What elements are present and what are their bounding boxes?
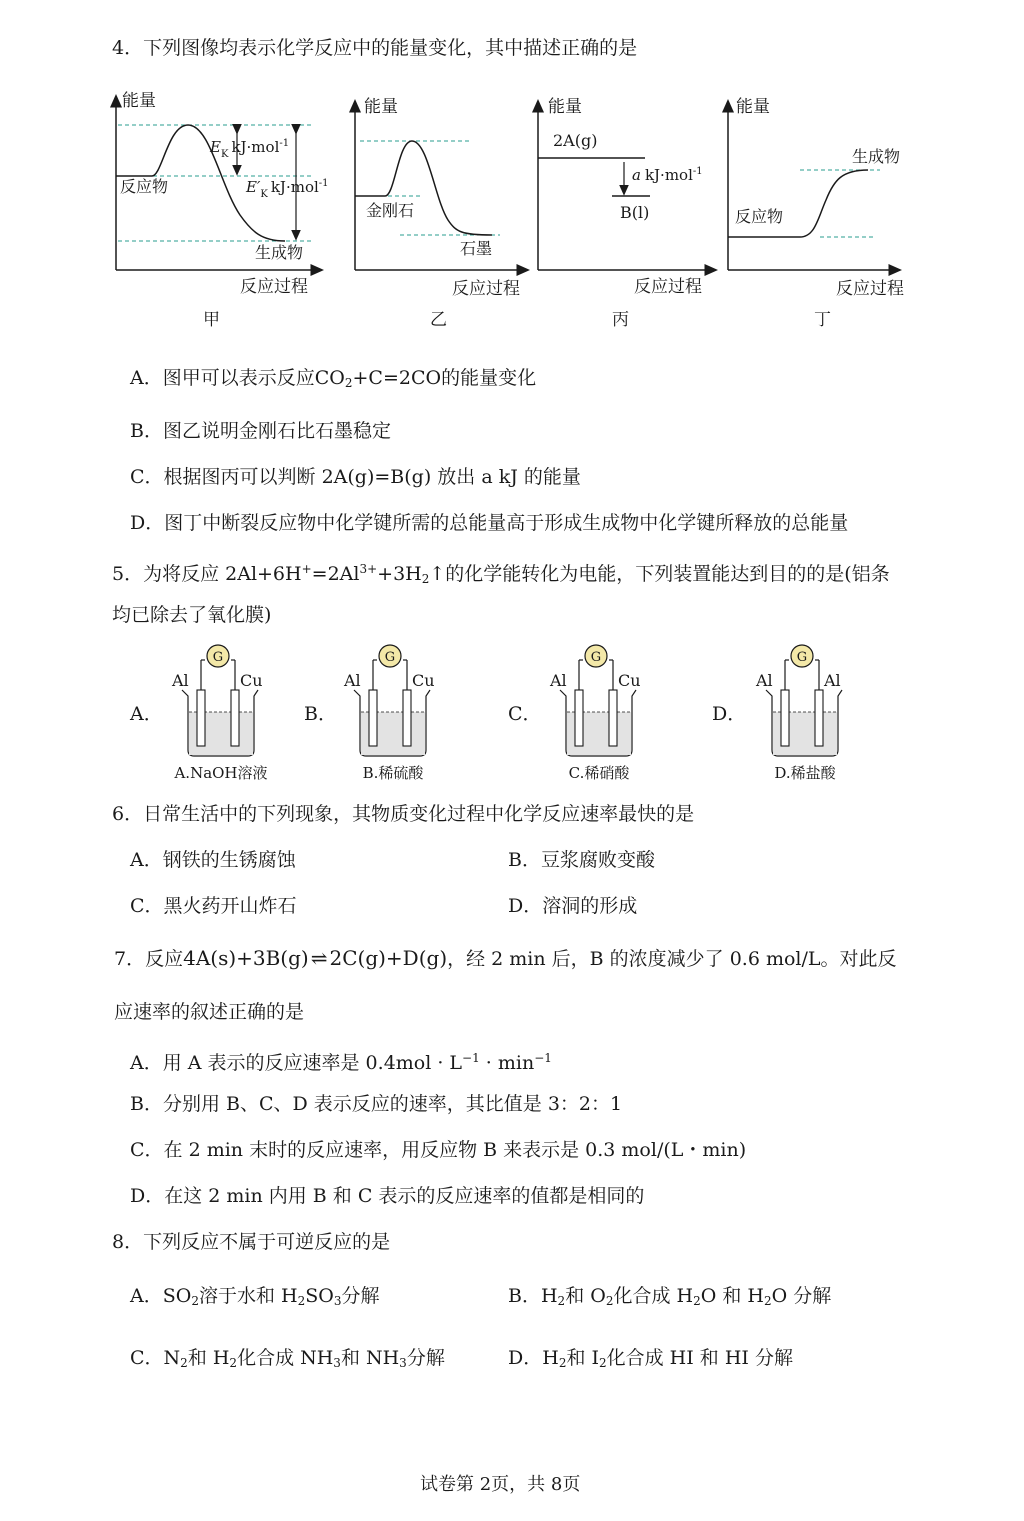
- graph-bing-top: 2A(g): [553, 131, 598, 150]
- q7-equation-arrow: ⇌: [310, 946, 328, 970]
- q7-equation-right: 2C(g)+D(g): [329, 946, 448, 970]
- q7-option-a[interactable]: [130, 1046, 552, 1075]
- q5-option-b[interactable]: B．: [304, 703, 337, 725]
- q8-d-part: 和 I: [566, 1347, 599, 1369]
- electrode-left: [575, 690, 583, 746]
- q8-b-part: 化合成 H: [613, 1285, 694, 1307]
- graph-jia: [116, 91, 329, 330]
- q4-option-a-formula2: +C=2CO: [352, 367, 442, 389]
- electrode-right: [609, 690, 617, 746]
- q8-b-sub: 2: [693, 1294, 701, 1308]
- q7-option-a-text: · min: [479, 1052, 535, 1074]
- electrode-right: [231, 690, 239, 746]
- q7-option-a-text: A．用 A 表示的反应速率是 0.4mol · L: [130, 1052, 463, 1074]
- q8-c-sub: 2: [229, 1356, 238, 1370]
- q7-option-d[interactable]: D．在这 2 min 内用 B 和 C 表示的反应速率的值都是相同的: [130, 1185, 645, 1207]
- electrode-left: [197, 690, 205, 746]
- galvanometer-label: G: [212, 650, 224, 665]
- graph-ding-x-label: 反应过程: [836, 279, 904, 299]
- electrode-right: [815, 690, 823, 746]
- q8-d-sub: 2: [599, 1356, 607, 1370]
- q7-option-b[interactable]: B．分别用 B、C、D 表示反应的速率，其比值是 3：2：1: [130, 1093, 623, 1115]
- electrode-right-label: Cu: [618, 671, 641, 690]
- q4-option-c[interactable]: C．根据图丙可以判断 2A(g)=B(g) 放出 a kJ 的能量: [130, 466, 581, 488]
- q6-option-d[interactable]: D．溶洞的形成: [508, 895, 638, 917]
- q8-option-c[interactable]: [130, 1346, 445, 1375]
- q6-option-b[interactable]: B．豆浆腐败变酸: [508, 849, 655, 871]
- graph-ding-caption: 丁: [814, 310, 831, 330]
- q8-c-part: 和 H: [187, 1347, 230, 1369]
- q8-b-part: O 分解: [771, 1285, 832, 1307]
- graph-jia-reactant: 反应物: [120, 177, 169, 196]
- q7-stem: [114, 946, 897, 971]
- q5-stem-line2: 均已除去了氧化膜): [112, 604, 272, 626]
- graph-jia-y-label: 能量: [122, 91, 156, 111]
- q8-a-sub: 3: [333, 1294, 342, 1308]
- q5-stem-part: +3H: [377, 563, 422, 585]
- q5-device-c: [546, 640, 676, 790]
- q5-option-a[interactable]: A．: [130, 703, 163, 725]
- q8-c-part: 和 NH: [340, 1347, 400, 1369]
- q6-stem: 6．日常生活中的下列现象，其物质变化过程中化学反应速率最快的是: [112, 803, 695, 825]
- q4-stem: 4．下列图像均表示化学反应中的能量变化，其中描述正确的是: [112, 37, 638, 59]
- q8-b-sub: 2: [605, 1294, 614, 1308]
- graph-ding: [728, 97, 904, 330]
- q7-stem-post: ，经 2 min 后，B 的浓度减少了 0.6 mol/L。对此反: [447, 948, 897, 970]
- q8-b-part: B．H: [508, 1285, 558, 1307]
- q8-option-b[interactable]: [508, 1284, 831, 1313]
- graph-yi-product: 石墨: [460, 239, 493, 258]
- q8-option-d[interactable]: [508, 1346, 793, 1375]
- q6-option-c[interactable]: C．黑火药开山炸石: [130, 895, 297, 917]
- graph-ding-curve: [728, 170, 868, 237]
- q8-a-part: A．SO: [130, 1285, 192, 1307]
- graph-bing-y-label: 能量: [548, 97, 582, 117]
- graph-bing: [538, 97, 712, 330]
- q5-device-d: [752, 640, 882, 790]
- q7-equation: [183, 946, 447, 970]
- q8-a-part: 溶于水和 H: [198, 1285, 298, 1307]
- graph-jia-x-label: 反应过程: [240, 277, 308, 297]
- galvanometer-label: G: [796, 650, 808, 665]
- q8-d-sub: 2: [558, 1356, 567, 1370]
- graph-jia-ekp-label: $E'_K$ kJ·mol$^{-1}$: [246, 178, 329, 200]
- device-caption: A.NaOH溶液: [174, 764, 268, 782]
- q8-c-sub: 3: [333, 1356, 341, 1370]
- q4-option-a[interactable]: [130, 366, 536, 395]
- q4-option-a-sub: 2: [344, 376, 353, 390]
- q6-option-a[interactable]: A．钢铁的生锈腐蚀: [130, 849, 296, 871]
- q8-d-part: 化合成 HI 和 HI 分解: [606, 1347, 793, 1369]
- q8-a-part: SO: [305, 1285, 334, 1307]
- q4-option-a-text: A．图甲可以表示反应: [130, 367, 315, 389]
- q7-stem-line2: 应速率的叙述正确的是: [114, 1001, 305, 1023]
- graph-yi-x-label: 反应过程: [452, 279, 520, 299]
- q5-option-c[interactable]: C．: [508, 703, 542, 725]
- electrode-left: [781, 690, 789, 746]
- q8-c-sub: 3: [399, 1356, 407, 1370]
- galvanometer-label: G: [384, 650, 396, 665]
- galvanometer-label: G: [590, 650, 602, 665]
- q5-option-d[interactable]: D．: [712, 703, 747, 725]
- page-footer: 试卷第 2页，共 8页: [420, 1474, 581, 1495]
- graph-jia-caption: 甲: [203, 310, 220, 330]
- electrode-left-label: Al: [172, 671, 189, 690]
- q8-stem: 8．下列反应不属于可逆反应的是: [112, 1231, 391, 1253]
- electrode-right-label: Cu: [412, 671, 435, 690]
- electrode-right-label: Al: [824, 671, 841, 690]
- q8-b-sub: 2: [763, 1294, 772, 1308]
- q8-a-part: 分解: [341, 1285, 380, 1307]
- q8-option-a[interactable]: [130, 1284, 379, 1313]
- graph-bing-x-label: 反应过程: [634, 277, 702, 297]
- device-caption: B.稀硫酸: [362, 764, 424, 782]
- q5-device-a: [168, 640, 298, 790]
- q8-b-sub: 2: [557, 1294, 566, 1308]
- electrode-right-label: Cu: [240, 671, 263, 690]
- electrode-right: [403, 690, 411, 746]
- q4-option-b[interactable]: B．图乙说明金刚石比石墨稳定: [130, 420, 391, 442]
- q5-stem-part: ↑的化学能转化为电能，下列装置能达到目的的是(铝条: [429, 563, 890, 585]
- graph-yi-caption: 乙: [430, 310, 447, 330]
- graph-ding-reactant: 反应物: [735, 207, 784, 226]
- graph-yi-y-label: 能量: [364, 97, 398, 117]
- electrode-left-label: Al: [756, 671, 773, 690]
- q5-stem-part: 5．为将反应 2Al+6H: [112, 563, 302, 585]
- electrode-left-label: Al: [344, 671, 361, 690]
- graph-yi: [355, 97, 524, 330]
- q8-a-sub: 2: [191, 1294, 199, 1308]
- electrode-left-label: Al: [550, 671, 567, 690]
- q8-c-part: 化合成 NH: [237, 1347, 334, 1369]
- q4-option-a-tail: 的能量变化: [441, 367, 537, 389]
- graph-jia-product: 生成物: [255, 243, 304, 262]
- graph-bing-delta-label: a kJ·mol$^{-1}$: [632, 166, 703, 184]
- q8-b-part: 和 O: [565, 1285, 606, 1307]
- graph-ding-product: 生成物: [852, 147, 901, 166]
- q7-option-a-sup: −1: [462, 1051, 480, 1065]
- q5-stem-sup: 3+: [359, 562, 378, 576]
- q8-d-part: D．H: [508, 1347, 559, 1369]
- q8-c-sub: 2: [180, 1356, 188, 1370]
- q5-stem-part: =2Al: [311, 563, 360, 585]
- graph-ding-y-label: 能量: [736, 97, 770, 117]
- q4-option-d[interactable]: D．图丁中断裂反应物中化学键所需的总能量高于形成生成物中化学键所释放的总能量: [130, 512, 849, 534]
- device-caption: D.稀盐酸: [774, 764, 836, 782]
- q5-stem: [112, 557, 890, 591]
- q5-stem-sub: 2: [421, 572, 430, 586]
- q4-option-a-formula: CO: [314, 367, 345, 389]
- q7-stem-pre: 7．反应: [114, 948, 184, 970]
- q7-option-a-sup: −1: [534, 1051, 552, 1065]
- electrode-left: [369, 690, 377, 746]
- q7-option-c[interactable]: C．在 2 min 末时的反应速率，用反应物 B 来表示是 0.3 mol/(L・min): [130, 1139, 747, 1161]
- q5-device-b: [340, 640, 470, 790]
- graph-jia-ek-label: $E_K$ kJ·mol$^{-1}$: [210, 138, 290, 160]
- q8-c-part: 分解: [406, 1347, 445, 1369]
- q8-a-sub: 2: [297, 1294, 306, 1308]
- q8-c-part: C．N: [130, 1347, 181, 1369]
- q5-stem-sup: +: [301, 562, 312, 576]
- q4-energy-graphs: [0, 80, 1024, 340]
- graph-yi-curve: [355, 141, 492, 235]
- graph-yi-reactant: 金刚石: [366, 201, 415, 220]
- graph-bing-bottom: B(l): [620, 203, 650, 222]
- graph-bing-caption: 丙: [612, 310, 629, 330]
- q7-equation-left: 4A(s)+3B(g): [183, 946, 309, 970]
- q8-b-part: O 和 H: [700, 1285, 764, 1307]
- device-caption: C.稀硝酸: [568, 764, 630, 782]
